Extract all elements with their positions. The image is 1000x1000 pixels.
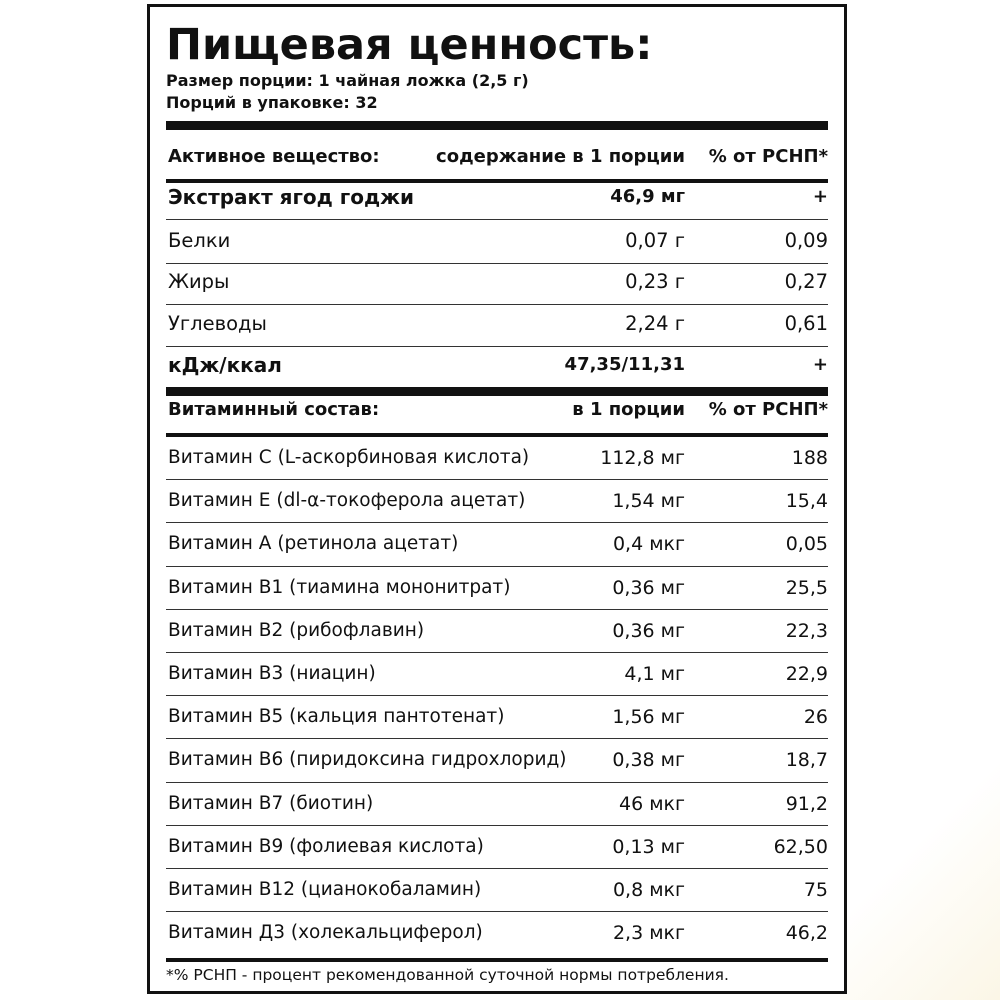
table-row (166, 568, 828, 608)
row-name: Витамин С (L-аскорбиновая кислота) (168, 447, 530, 468)
row-name: Жиры (168, 270, 230, 293)
row-amount: 4,1 мг (624, 663, 685, 685)
row-name: Белки (168, 229, 231, 252)
row-name: Витамин В12 (цианокобаламин) (168, 879, 482, 900)
row-amount: 47,35/11,31 (564, 354, 685, 375)
row-percent: 26 (803, 706, 828, 728)
table-row (166, 784, 828, 824)
table-row (166, 262, 828, 302)
table-row (166, 740, 828, 780)
row-percent: 0,09 (784, 229, 828, 252)
row-amount: 1,56 мг (612, 706, 685, 728)
divider-medium (166, 433, 828, 437)
row-percent: 0,05 (785, 533, 828, 555)
row-name: Витамин Е (dl-α-токоферола ацетат) (168, 490, 526, 511)
row-percent: 0,61 (784, 312, 828, 335)
table-row (166, 345, 828, 385)
row-percent: % от РСНП* (708, 399, 828, 420)
divider-thin (166, 738, 828, 739)
row-name: Витамин В5 (кальция пантотенат) (168, 706, 505, 727)
table-row (166, 304, 828, 344)
row-percent: 22,3 (785, 620, 828, 642)
row-percent: 91,2 (785, 793, 828, 815)
row-name: Активное вещество: (168, 146, 380, 167)
row-amount: в 1 порции (572, 399, 685, 420)
footnote: *% РСНП - процент рекомендованной суточной нормы потребления. (166, 966, 729, 984)
row-percent: 0,27 (784, 270, 828, 293)
row-percent: 188 (791, 447, 828, 469)
row-amount: 0,23 г (625, 270, 685, 293)
row-name: Витамин В9 (фолиевая кислота) (168, 836, 484, 857)
row-percent: 25,5 (785, 577, 828, 599)
row-amount: 0,13 мг (612, 836, 685, 858)
row-name: Витамин В7 (биотин) (168, 793, 374, 814)
serving-size: Размер порции: 1 чайная ложка (2,5 г) (166, 71, 529, 90)
table-row (166, 438, 828, 478)
row-percent: 22,9 (785, 663, 828, 685)
row-amount: 1,54 мг (612, 490, 685, 512)
divider-thin (166, 782, 828, 783)
row-amount: 0,8 мкг (612, 879, 685, 901)
divider-thin (166, 522, 828, 523)
row-percent: 18,7 (785, 749, 828, 771)
row-name: Экстракт ягод годжи (168, 185, 415, 209)
divider-thin (166, 219, 828, 220)
row-name: Витамин В3 (ниацин) (168, 663, 376, 684)
table-row (166, 913, 828, 953)
table-row (166, 870, 828, 910)
row-amount: 0,07 г (625, 229, 685, 252)
table-row (166, 177, 828, 217)
row-name: Витаминный состав: (168, 399, 380, 420)
row-name: Витамин А (ретинола ацетат) (168, 533, 459, 554)
vitamin-header-row (166, 390, 828, 430)
divider-thick (166, 121, 828, 130)
divider-thin (166, 479, 828, 480)
active-header-row (166, 137, 828, 177)
row-name: Витамин В1 (тиамина мононитрат) (168, 577, 511, 598)
row-name: Витамин Д3 (холекальциферол) (168, 922, 483, 943)
row-percent: 75 (803, 879, 828, 901)
row-amount: 0,38 мг (612, 749, 685, 771)
row-name: Углеводы (168, 312, 267, 335)
row-percent: % от РСНП* (708, 146, 828, 167)
table-row (166, 697, 828, 737)
divider-thin (166, 652, 828, 653)
row-amount: 2,24 г (625, 312, 685, 335)
row-amount: содержание в 1 порции (436, 146, 685, 167)
row-percent: + (812, 354, 828, 375)
row-amount: 46,9 мг (610, 186, 685, 207)
row-name: Витамин В6 (пиридоксина гидрохлорид) (168, 749, 567, 770)
table-row (166, 611, 828, 651)
divider-thin (166, 566, 828, 567)
row-amount: 46 мкг (618, 793, 685, 815)
divider-thin (166, 868, 828, 869)
row-amount: 0,36 мг (612, 620, 685, 642)
row-name: Витамин В2 (рибофлавин) (168, 620, 425, 641)
divider-medium (166, 958, 828, 962)
row-percent: 46,2 (785, 922, 828, 944)
servings-per-pack: Порций в упаковке: 32 (166, 93, 378, 112)
table-row (166, 654, 828, 694)
page-title: Пищевая ценность: (166, 20, 653, 70)
nutrition-facts-panel (147, 4, 847, 994)
row-percent: + (812, 186, 828, 207)
row-name: кДж/ккал (168, 353, 282, 377)
table-row (166, 221, 828, 261)
row-amount: 112,8 мг (600, 447, 685, 469)
table-row (166, 481, 828, 521)
row-amount: 0,4 мкг (612, 533, 685, 555)
table-row (166, 524, 828, 564)
row-amount: 2,3 мкг (612, 922, 685, 944)
table-row (166, 827, 828, 867)
row-percent: 15,4 (785, 490, 828, 512)
row-percent: 62,50 (773, 836, 828, 858)
divider-thin (166, 609, 828, 610)
background-shade (840, 760, 1000, 1000)
row-amount: 0,36 мг (612, 577, 685, 599)
divider-thin (166, 825, 828, 826)
divider-thin (166, 911, 828, 912)
divider-thin (166, 695, 828, 696)
